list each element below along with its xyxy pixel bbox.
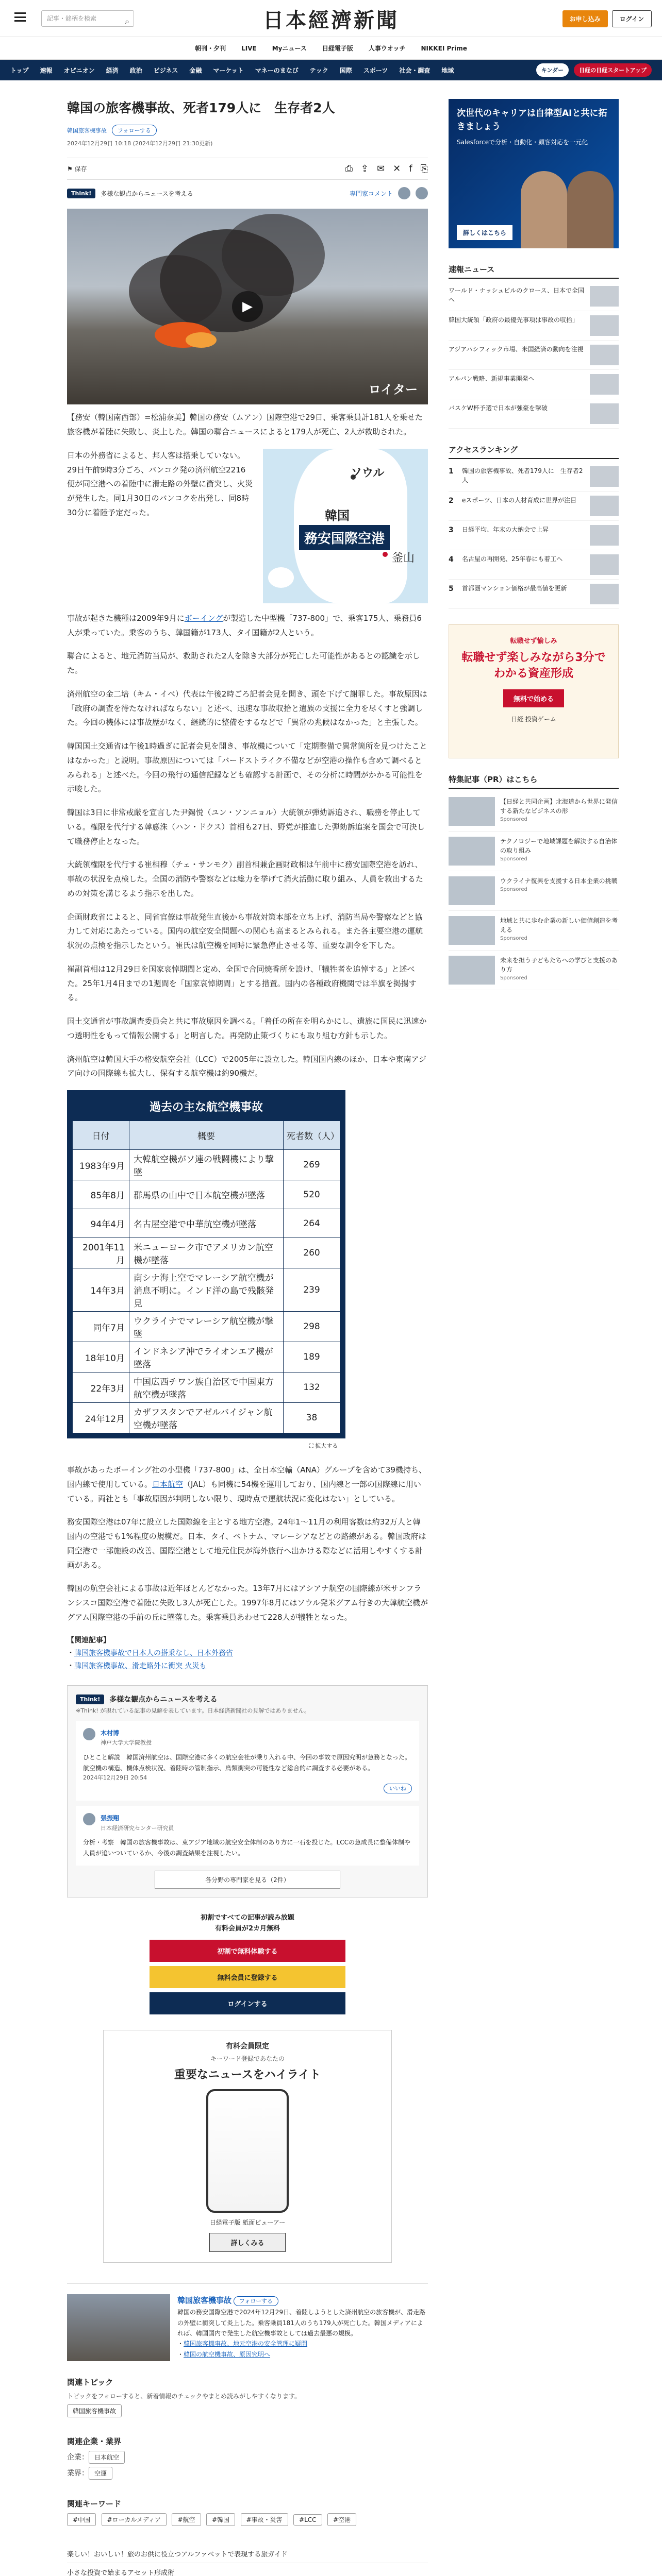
pr-item[interactable]: ウクライナ復興を支援する日本企業の挑戦 Sponsored (449, 871, 619, 911)
play-icon[interactable]: ▶ (232, 291, 263, 322)
map-label-korea: 韓国 (325, 508, 350, 523)
nav-item[interactable]: 社会・調査 (399, 66, 431, 74)
table-header: 概要 (129, 1121, 284, 1150)
think-box-title: 多様な観点からニュースを考える (109, 1696, 218, 1704)
paragraph: 日本の外務省によると、邦人客は搭乗していない。29日午前9時3分ごろ、バンコク発の済州航空2216便が同空港への着陸中に滑走路の外壁に衝突し、火災が発生した。同1月30日のバンコクを出発し、同8時30分に着陸予定だった。 (67, 450, 253, 517)
signup-block (67, 1913, 428, 2014)
expert-comment-link[interactable]: 専門家コメント (349, 190, 393, 197)
keyword-chip[interactable]: #航空 (172, 2513, 201, 2526)
topic-chip[interactable]: 韓国旅客機事故 (67, 2404, 122, 2417)
table-cell: 中国広西チワン族自治区で中国東方航空機が墜落 (129, 1372, 284, 1403)
table-cell: 18年10月 (73, 1342, 129, 1372)
think-box (67, 1685, 428, 1897)
table-header: 死者数（人） (284, 1121, 340, 1150)
paragraph: 済州航空の金二培（キム・イベ）代表は午後2時ごろ記者会見を開き、頭を下げて謝罪した。事故原因は「政府の調査を待たなければならない」と述べ、迅速な事故収拾と遺族の支援に全力を尽くすと強調した。今回の機体には事故歴がなく、継続的に整備をするなどで「異常の兆候はなかった」と主張した。 (67, 689, 427, 727)
nav-item[interactable]: ビジネス (153, 66, 178, 74)
pr-item[interactable]: 未来を担う子どもたちへの学びと支援のあり方 Sponsored (449, 951, 619, 990)
login-button[interactable]: ログインする (150, 1992, 345, 2014)
paragraph: 事故があったボーイング社の小型機「737-800」は、全日本空輸（ANA）グループを含めて39機持ち、国内線で使用している。日本航空（JAL）も同機に54機を運用しており、国内線と一部の国際線に用いている。両社とも「事故原因が判明しない限り、現時点で運航状況に変化はない」としている。 (67, 1465, 426, 1503)
nav-item[interactable]: トップ (10, 66, 29, 74)
table-cell: 38 (284, 1403, 340, 1433)
keyword-chip[interactable]: #韓国 (206, 2513, 235, 2526)
subnav-item[interactable]: 朝刊・夕刊 (195, 45, 226, 52)
think-badge: Think! (67, 189, 95, 198)
topic-link[interactable]: 韓国の航空機事故、原因究明へ (184, 2350, 271, 2358)
location-map (263, 449, 428, 603)
site-logo[interactable]: 日本經濟新聞 (263, 8, 399, 32)
table-row (73, 1180, 340, 1209)
copy-icon[interactable]: ⎘ (420, 163, 428, 175)
table-cell: 189 (284, 1342, 340, 1372)
topic-text: 韓国の務安国際空港で2024年12月29日、着陸しようとした済州航空の旅客機が、滑走路の外壁に衝突して炎上した。乗客乗員181人のうち179人が死亡した。韓国メディアによれば、韓国国内で発生した航空機事故としては過去最悪の規模。 (177, 2309, 426, 2337)
promo-button[interactable]: 詳しくみる (209, 2233, 285, 2252)
topic-title[interactable]: 韓国旅客機事故 (177, 2295, 232, 2305)
pr-item[interactable]: 地域と共に歩む企業の新しい価値創造を考える Sponsored (449, 911, 619, 951)
comment-text: 分析・考察 韓国の旅客機事故は、東アジア地域の航空安全体制のあり方に一石を投じた。LCCの急成長に整備体制や人員が追いついているか、今後の調査結果を注視したい。 (83, 1839, 410, 1857)
subnav-item[interactable]: 人事ウオッチ (368, 45, 406, 52)
bookmark-icon: ⚑ (67, 165, 73, 173)
comment-date: 2024年12月29日 20:54 (83, 1774, 147, 1781)
company-chip[interactable]: 日本航空 (89, 2451, 125, 2464)
breaking-news: 速報ニュース ワールド・ナッシュビルのクロース、日本で全国へ 韓国大統領「政府の最優先事項は事故の収拾」 アジアパシフィック市場、米国経済の動向を注視 アルパン戦略、新規事業開発へ バスケW杯予選で日本が強豪を撃破 (449, 264, 619, 429)
register-button[interactable]: 無料会員に登録する (150, 1966, 345, 1988)
subscribe-button[interactable]: お申し込み (562, 10, 608, 27)
pr-item[interactable]: 【日経と共同企画】北海道から世界に発信する新たなビジネスの形 Sponsored (449, 792, 619, 832)
ranking-item[interactable]: 2 eスポーツ、日本の人材育成に世界が注目 (449, 492, 619, 521)
avatar (83, 1728, 95, 1740)
subnav-item[interactable]: LIVE (241, 44, 257, 52)
ranking-item[interactable]: 3 日経平均、年末の大納会で上昇 (449, 521, 619, 550)
table-cell: 2001年11月 (73, 1238, 129, 1268)
nav-item[interactable]: マーケット (213, 66, 244, 74)
table-title: 過去の主な航空機事故 (149, 1101, 263, 1114)
share-icon[interactable]: ⇪ (360, 163, 369, 175)
table-cell: 名古屋空港で中華航空機が墜落 (129, 1209, 284, 1238)
expert-role: 神戸大学大学院教授 (101, 1739, 152, 1747)
nav-item[interactable]: スポーツ (363, 66, 388, 74)
phone-illustration (206, 2089, 289, 2213)
table-row (73, 1209, 340, 1238)
facebook-icon[interactable]: f (409, 163, 412, 175)
print-icon[interactable]: ⎙ (345, 163, 353, 175)
map-label-airport: 務安国際空港 (299, 525, 390, 550)
table-cell: 520 (284, 1180, 340, 1209)
table-cell: インドネシア沖でライオンエア機が墜落 (129, 1342, 284, 1372)
table-row (73, 1238, 340, 1268)
related-companies: 関連企業・業界 企業： 日本航空 業界： 空運 (67, 2436, 428, 2483)
search-placeholder: 記事・銘柄を検索 (47, 15, 97, 22)
list-item[interactable]: アルパン戦略、新規事業開発へ (449, 370, 619, 399)
ranking-item[interactable]: 1 韓国の旅客機事故、死者179人に 生存者2人 (449, 462, 619, 492)
trial-button[interactable]: 初割で無料体験する (150, 1940, 345, 1962)
follow-button[interactable]: フォローする (112, 125, 157, 136)
topic-card: 韓国旅客機事故 フォローする 韓国の務安国際空港で2024年12月29日、着陸しようとした済州航空の旅客機が、滑走路の外壁に衝突して炎上した。乗客乗員181人のうち179人が死亡した。韓国メディアによれば、韓国国内で発生した航空機事故としては過去最悪の規模。 ・韓国旅客機事故、地元空港の安全管理に疑問 ・韓国の航空機事故、原因究明へ (67, 2283, 428, 2361)
promo-sub: キーワード登録であなたの (210, 2055, 285, 2062)
map-label-seoul: ソウル (351, 466, 385, 480)
promo-headline: 重要なニュースをハイライト (174, 2068, 321, 2081)
table-cell: 85年8月 (73, 1180, 129, 1209)
boeing-link[interactable]: ボーイング (184, 613, 223, 623)
paragraph: 韓国は3日に非常戒厳を宣言した尹錫悦（ユン・ソンニョル）大統領が弾劾訴追され、職務を停止している。権限を代行する韓悳洙（ハン・ドクス）首相も27日、野党が推進した弾劾訴追案を国会で可決して職務停止となった。 (67, 808, 425, 846)
paragraph: 【務安（韓国南西部）=松浦奈美】韓国の務安（ムアン）国際空港で29日、乗客乗員計181人を乗せた旅客機が着陸に失敗し、炎上した。韓国の聯合ニュースによると179人が死亡、2人が救助された。 (67, 413, 423, 436)
zoom-button[interactable]: ⛶ 拡大する (309, 1443, 338, 1449)
keyword-chip[interactable]: #空港 (327, 2513, 356, 2526)
table-row (73, 1403, 340, 1433)
bottom-list (67, 2545, 428, 2576)
table-row (73, 1372, 340, 1403)
article-tools (67, 158, 428, 180)
subnav-item[interactable]: Myニュース (272, 45, 307, 52)
more-experts-button[interactable]: 各分野の専門家を見る（2件） (155, 1871, 340, 1889)
table-cell: 298 (284, 1312, 340, 1342)
table-cell: 南シナ海上空でマレーシア航空機が消息不明に。インド洋の島で残骸発見 (129, 1268, 284, 1312)
ranking-item[interactable]: 4 名古屋の再開発、25年春にも着工へ (449, 550, 619, 580)
publish-date: 2024年12月29日 10:18 (2024年12月29日 21:30更新) (67, 140, 213, 147)
nav-item[interactable]: オピニオン (63, 66, 95, 74)
paragraph: 国土交通省が事故調査委員会と共に事故原因を調べる。「着任の所在を明らかにし、遺族に国民に迅速かつ透明性をもって情報公開する」と明言した。再発防止策づくりにも取り組む方針も示した。 (67, 1016, 427, 1040)
table-cell: 132 (284, 1372, 340, 1403)
nav-item[interactable]: 政治 (129, 66, 142, 74)
search-icon[interactable]: ⌕ (125, 16, 129, 26)
table-row (73, 1312, 340, 1342)
think-badge: Think! (76, 1694, 104, 1704)
table-cell: 米ニューヨーク市でアメリカン航空機が墜落 (129, 1238, 284, 1268)
related-articles: 【関連記事】 ・韓国旅客機事故で日本人の搭乗なし、日本外務省 ・韓国旅客機事故、滑走路外に衝突 火災も (67, 1636, 233, 1670)
table-row (73, 1268, 340, 1312)
table-row (73, 1150, 340, 1180)
related-topics: 関連トピック トピックをフォローすると、新着情報のチェックやまとめ読みがしやすくなります。 韓国旅客機事故 (67, 2377, 428, 2420)
keyword-chip[interactable]: #ローカルメディア (102, 2513, 167, 2526)
nav-pill[interactable]: キンダー (536, 63, 569, 77)
table-cell: カザフスタンでアゼルバイジャン航空機が墜落 (129, 1403, 284, 1433)
list-item[interactable]: 小さな投資で始まるアセット形成術 (67, 2563, 428, 2576)
paragraph: 聯合によると、地元消防当局が、救助された2人を除き大部分が死亡した可能性があるとの認識を示した。 (67, 651, 420, 675)
login-button[interactable]: ログイン (612, 10, 652, 27)
map-label-busan: 釜山 (392, 551, 415, 565)
avatar (398, 187, 410, 199)
topic-link[interactable]: 韓国旅客機事故、地元空港の安全管理に疑問 (184, 2340, 308, 2348)
nav-item[interactable]: 国際 (339, 66, 352, 74)
industry-chip[interactable]: 空運 (89, 2467, 112, 2480)
paragraph: 崔副首相は12月29日を国家哀悼期間と定め、全国で合同焼香所を設け、「犠牲者を追悼する」と述べた。25年1月4日までの1週間を「国家哀悼期間」とする措置。国内の各種政府機関では半旗を掲揚する。 (67, 964, 417, 1003)
ad-title: 次世代のキャリアは自律型AIと共に拓きましょう (457, 108, 607, 132)
nav-item[interactable]: テック (309, 66, 328, 74)
table-cell: 14年3月 (73, 1268, 129, 1312)
nav-item[interactable]: 金融 (189, 66, 202, 74)
table-cell: 22年3月 (73, 1372, 129, 1403)
list-item[interactable]: 楽しい！おいしい！旅のお供に役立つアルファベットで表現する旅ガイド (67, 2545, 428, 2563)
paragraph: 事故が起きた機種は2009年9月にボーイングが製造した中型機「737-800」で、乗客175人、乗務員6人が乗っていた。乗客のうち、韓国籍が173人、タイ国籍が2人という。 (67, 613, 422, 637)
sidebar (449, 99, 619, 2576)
table-cell: 269 (284, 1150, 340, 1180)
main-navigation (0, 60, 662, 80)
table-cell: 同年7月 (73, 1312, 129, 1342)
like-button[interactable]: いいね (384, 1784, 412, 1793)
avatar (416, 187, 428, 199)
x-icon[interactable]: ✕ (393, 163, 401, 175)
table-cell: 群馬県の山中で日本航空機が墜落 (129, 1180, 284, 1209)
mail-icon[interactable]: ✉ (377, 163, 385, 175)
subnav-item[interactable]: NIKKEI Prime (421, 44, 467, 52)
sidebar-ad-2[interactable]: 転職せず愉しみ 転職せず楽しみながら3分でわかる資産形成 無料で始める 日経 投資ゲーム (449, 624, 619, 758)
ranking-item[interactable]: 5 首都圏マンション価格が最高値を更新 (449, 580, 619, 609)
keyword-chip[interactable]: #事故・災害 (241, 2513, 288, 2526)
promo-box (103, 2030, 392, 2263)
avatar (83, 1813, 95, 1825)
pr-articles: 特集記事（PR）はこちら 【日経と共同企画】北海道から世界に発信する新たなビジネスの形 Sponsored テクノロジーで地域課題を解決する自治体の取り組み Sponsored ウクライナ復興を支援する日本企業の挑戦 Sponsored 地域と共に歩む企業の新しい価値創造を考える Sponsored 未来を担う子どもたちへの学びと支援のあり方 Sponsored (449, 774, 619, 990)
table-cell: ウクライナでマレーシア航空機が撃墜 (129, 1312, 284, 1342)
expert-comment (76, 1721, 419, 1801)
ad-button[interactable]: 詳しくはこちら (457, 225, 512, 240)
article-main (67, 99, 428, 2576)
paragraph: 大統領権限を代行する崔相穆（チェ・サンモク）副首相兼企画財政相は午前中に務安国際空港を訪れ、事故の状況を点検した。全国の消防や警察などは総力を挙げて消火活動に取り組み、人員を救出するための対策を講じるよう指示を出した。 (67, 860, 423, 898)
table-cell: 239 (284, 1268, 340, 1312)
main-photo[interactable] (67, 209, 428, 404)
nav-pill[interactable]: 日経の日経スタートアップ (574, 63, 652, 77)
jal-link[interactable]: 日本航空 (152, 1479, 184, 1489)
signup-text: 初割ですべての記事が読み放題 (201, 1914, 294, 1922)
keyword-chip[interactable]: #LCC (293, 2514, 322, 2526)
ad-sub: Salesforceで分析・自動化・顧客対応を一元化 (457, 139, 588, 146)
comment-text: ひとこと解説 韓国済州航空は、国際空港に多くの航空会社が乗り入れる中、今回の事故で原因究明が急務となった。航空機の構造、機体点検状況、着陸時の管制指示、鳥類衝突の可能性など総合的に調査する必要がある。 (83, 1754, 411, 1772)
table-cell: 94年4月 (73, 1209, 129, 1238)
table-cell: 264 (284, 1209, 340, 1238)
keyword-chip[interactable]: #中国 (67, 2513, 96, 2526)
subnav-item[interactable]: 日経電子版 (322, 45, 353, 52)
related-keywords: 関連キーワード #中国 #ローカルメディア #航空 #韓国 #事故・災害 #LCC #空港 (67, 2498, 428, 2529)
pr-item[interactable]: テクノロジーで地域課題を解決する自治体の取り組み Sponsored (449, 832, 619, 871)
expert-name[interactable]: 木村博 (101, 1730, 120, 1737)
table-header: 日付 (73, 1121, 129, 1150)
paragraph: 韓国の航空会社による事故は近年ほとんどなかった。13年7月にはアシアナ航空の国際線が米サンフランシスコ国際空港で着陸に失敗し3人が死亡した。1997年8月にはソウル発米グアム行きの大韓航空機がグアム国際空港の手前の丘に墜落した。乗客乗員あわせて228人が犠牲となった。 (67, 1584, 428, 1622)
list-item[interactable]: ワールド・ナッシュビルのクロース、日本で全国へ (449, 282, 619, 311)
table-row (73, 1342, 340, 1372)
list-item[interactable]: 韓国大統領「政府の最優先事項は事故の収拾」 (449, 311, 619, 341)
paragraph: 務安国際空港は07年に設立した国際線を主とする地方空港。24年1〜11月の利用客数は約32万人と韓国内の空港でも1%程度の規模だ。日本、タイ、ベトナム、マレーシアなどとの路線がある。韓国政府は同空港で一部施設の改善、国際空港として地元住民が海外旅行へ出かける際などに活用しやすくする計画がある。 (67, 1517, 426, 1570)
follow-button[interactable]: フォローする (234, 2296, 278, 2306)
sidebar-ad[interactable] (449, 99, 619, 248)
expert-name[interactable]: 張振翔 (101, 1815, 120, 1822)
paragraph: 企画財政省によると、同省官僚は事故発生直後から事故対策本部を立ち上げ、消防当局や警察などと協力して対応にあたっている。国内の航空安全問題への関心も高まるとみられる。また各主要空港の運航状況の点検を指示したという。崔氏は航空機を同時に緊急停止させる等、重要な訓令を下した。 (67, 912, 423, 950)
save-button[interactable]: ⚑ 保存 (67, 165, 87, 173)
promo-label: 有料会員限定 (226, 2042, 269, 2050)
photo-credit: ロイター (368, 382, 418, 397)
related-link[interactable]: 韓国旅客機事故、滑走路外に衝突 火災も (74, 1662, 207, 1670)
paragraph: 韓国国土交通省は午後1時過ぎに記者会見を開き、事故機について「定期整備で異常箇所を見つけたことはなかった」と説明。事故原因については「バードストライク不備などが空港の操作も含めて調べるとみられる」と述べた。今回の飛行の通信記録なども確認する計画で、その分析に時間がかかる可能性を示唆した。 (67, 741, 427, 794)
nav-item[interactable]: 経済 (106, 66, 119, 74)
list-item[interactable]: バスケW杯予選で日本が強豪を撃破 (449, 399, 619, 429)
article-title: 韓国の旅客機事故、死者179人に 生存者2人 (67, 100, 335, 115)
topic-thumbnail[interactable] (67, 2294, 170, 2361)
paragraph: 済州航空は韓国大手の格安航空会社（LCC）で2005年に設立した。韓国国内線のほか、日本や東南アジア向けの国際線も拡大し、保有する航空機は約90機だ。 (67, 1054, 426, 1078)
expert-comment (76, 1806, 419, 1866)
table-cell: 1983年9月 (73, 1150, 129, 1180)
think-text: 多様な観点からニュースを考える (101, 190, 193, 197)
zoom-icon: ⛶ (309, 1443, 313, 1449)
topic-tag[interactable]: 韓国旅客機事故 (67, 127, 107, 134)
ad-button[interactable]: 無料で始める (503, 689, 564, 707)
nav-item[interactable]: 地域 (441, 66, 454, 74)
nav-item[interactable]: 速報 (40, 66, 53, 74)
access-ranking: アクセスランキング 1 韓国の旅客機事故、死者179人に 生存者2人 2 eスポーツ、日本の人材育成に世界が注目 3 日経平均、年末の大納会で上昇 4 名古屋の再開発、25年春にも着工へ 5 首都圏マンション価格が最高値を更新 (449, 444, 619, 609)
table-cell: 大韓航空機がソ連の戦闘機により撃墜 (129, 1150, 284, 1180)
related-link[interactable]: 韓国旅客機事故で日本人の搭乗なし、日本外務省 (74, 1649, 233, 1657)
think-box-note: ※Think! が現れている記事の見解を表しています。日本経済新聞社の見解ではありません。 (76, 1707, 310, 1715)
nav-item[interactable]: マネーのまなび (255, 66, 299, 74)
list-item[interactable]: アジアパシフィック市場、米国経済の動向を注視 (449, 341, 619, 370)
sub-navigation (0, 37, 662, 60)
table-cell: 24年12月 (73, 1403, 129, 1433)
promo-caption: 日経電子版 紙面ビューアー (209, 2218, 286, 2226)
expert-role: 日本経済研究センター研究員 (101, 1824, 174, 1832)
table-cell: 260 (284, 1238, 340, 1268)
signup-text: 有料会員が2カ月無料 (214, 1924, 280, 1933)
accident-table (67, 1090, 345, 1438)
